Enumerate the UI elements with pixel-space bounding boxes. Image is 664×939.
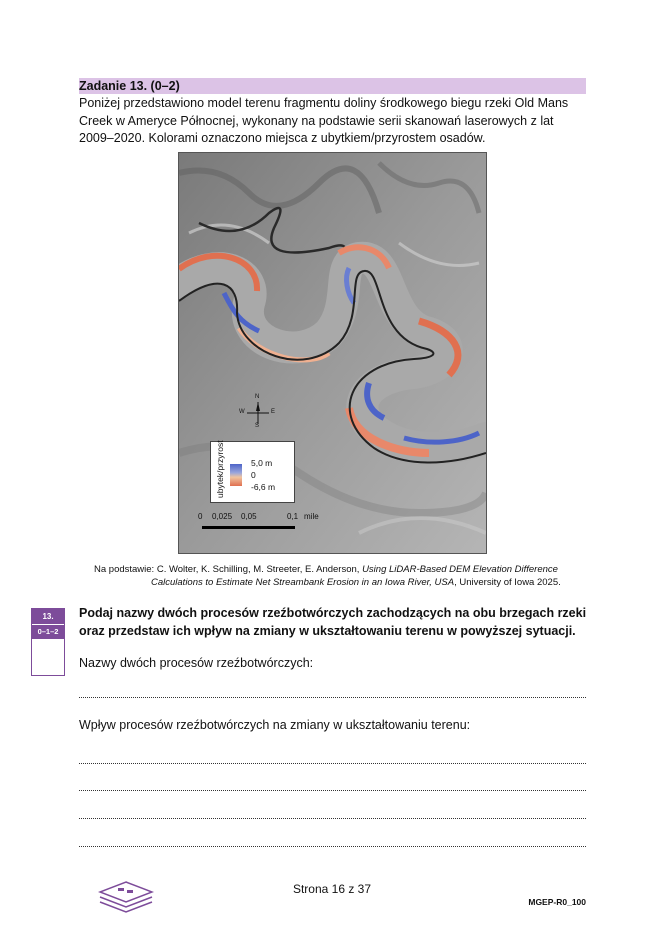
source-title-1: Using LiDAR-Based DEM Elevation Difference: [362, 564, 558, 575]
answer-line-4[interactable]: [79, 818, 586, 819]
legend-min: -6,6 m: [251, 482, 276, 492]
source-prefix: Na podstawie: C. Wolter, K. Schilling, M. Streeter, E. Anderson,: [94, 564, 363, 575]
source-suffix: , University of Iowa 2025.: [454, 577, 561, 588]
answer-line-1[interactable]: [79, 697, 586, 698]
scale-bar-line: [202, 526, 295, 529]
scale-bar: [198, 512, 338, 536]
score-input-field[interactable]: [32, 638, 64, 676]
task-header: Zadanie 13. (0–2): [79, 78, 586, 94]
question-text: Podaj nazwy dwóch procesów rzeźbotwórczych zachodzących na obu brzegach rzeki oraz przedstaw ich wpływ na zmiany w ukształtowaniu terenu w powyższej sytuacji.: [79, 606, 587, 638]
score-range: 0–1–2: [32, 624, 64, 638]
legend-color-bar: [230, 464, 242, 486]
compass-s: S: [255, 423, 260, 429]
compass-e: E: [271, 409, 276, 415]
exam-code: MGEP-R0_100: [528, 897, 586, 907]
answer-line-2[interactable]: [79, 763, 586, 764]
legend-title: ubytek/przyrost: [215, 440, 225, 498]
prompt-process-names: Nazwy dwóch procesów rzeźbotwórczych:: [79, 656, 314, 670]
page-number: Strona 16 z 37: [292, 882, 372, 896]
legend-mid: 0: [251, 470, 256, 480]
scale-label-3: 0,1: [287, 512, 299, 521]
task-number: 13.: [32, 609, 64, 624]
score-box: [31, 608, 65, 676]
source-citation: [94, 563, 586, 589]
scale-label-1: 0,025: [212, 512, 233, 521]
scale-label-0: 0: [198, 512, 203, 521]
compass-n: N: [255, 394, 260, 400]
compass-rose: [238, 396, 278, 430]
scale-label-2: 0,05: [241, 512, 257, 521]
task-intro: Poniżej przedstawiono model terenu fragmentu doliny środkowego biegu rzeki Old Mans Creek w Ameryce Północnej, wykonany na podstawie serii skanowań laserowych z lat 2009–2020. Kolorami oznaczono miejsca z ubytkiem/przyrostem osadów.: [79, 96, 569, 145]
answer-line-5[interactable]: [79, 846, 586, 847]
compass-w: W: [239, 409, 245, 415]
source-title-2: Calculations to Estimate Net Streambank Erosion in an Iowa River, USA: [151, 577, 455, 588]
legend-max: 5,0 m: [251, 458, 273, 468]
answer-line-3[interactable]: [79, 790, 586, 791]
prompt-process-impact: Wpływ procesów rzeźbotwórczych na zmiany w ukształtowaniu terenu:: [79, 718, 471, 732]
scale-label-unit: mile: [304, 512, 319, 521]
map-legend: [210, 441, 295, 503]
